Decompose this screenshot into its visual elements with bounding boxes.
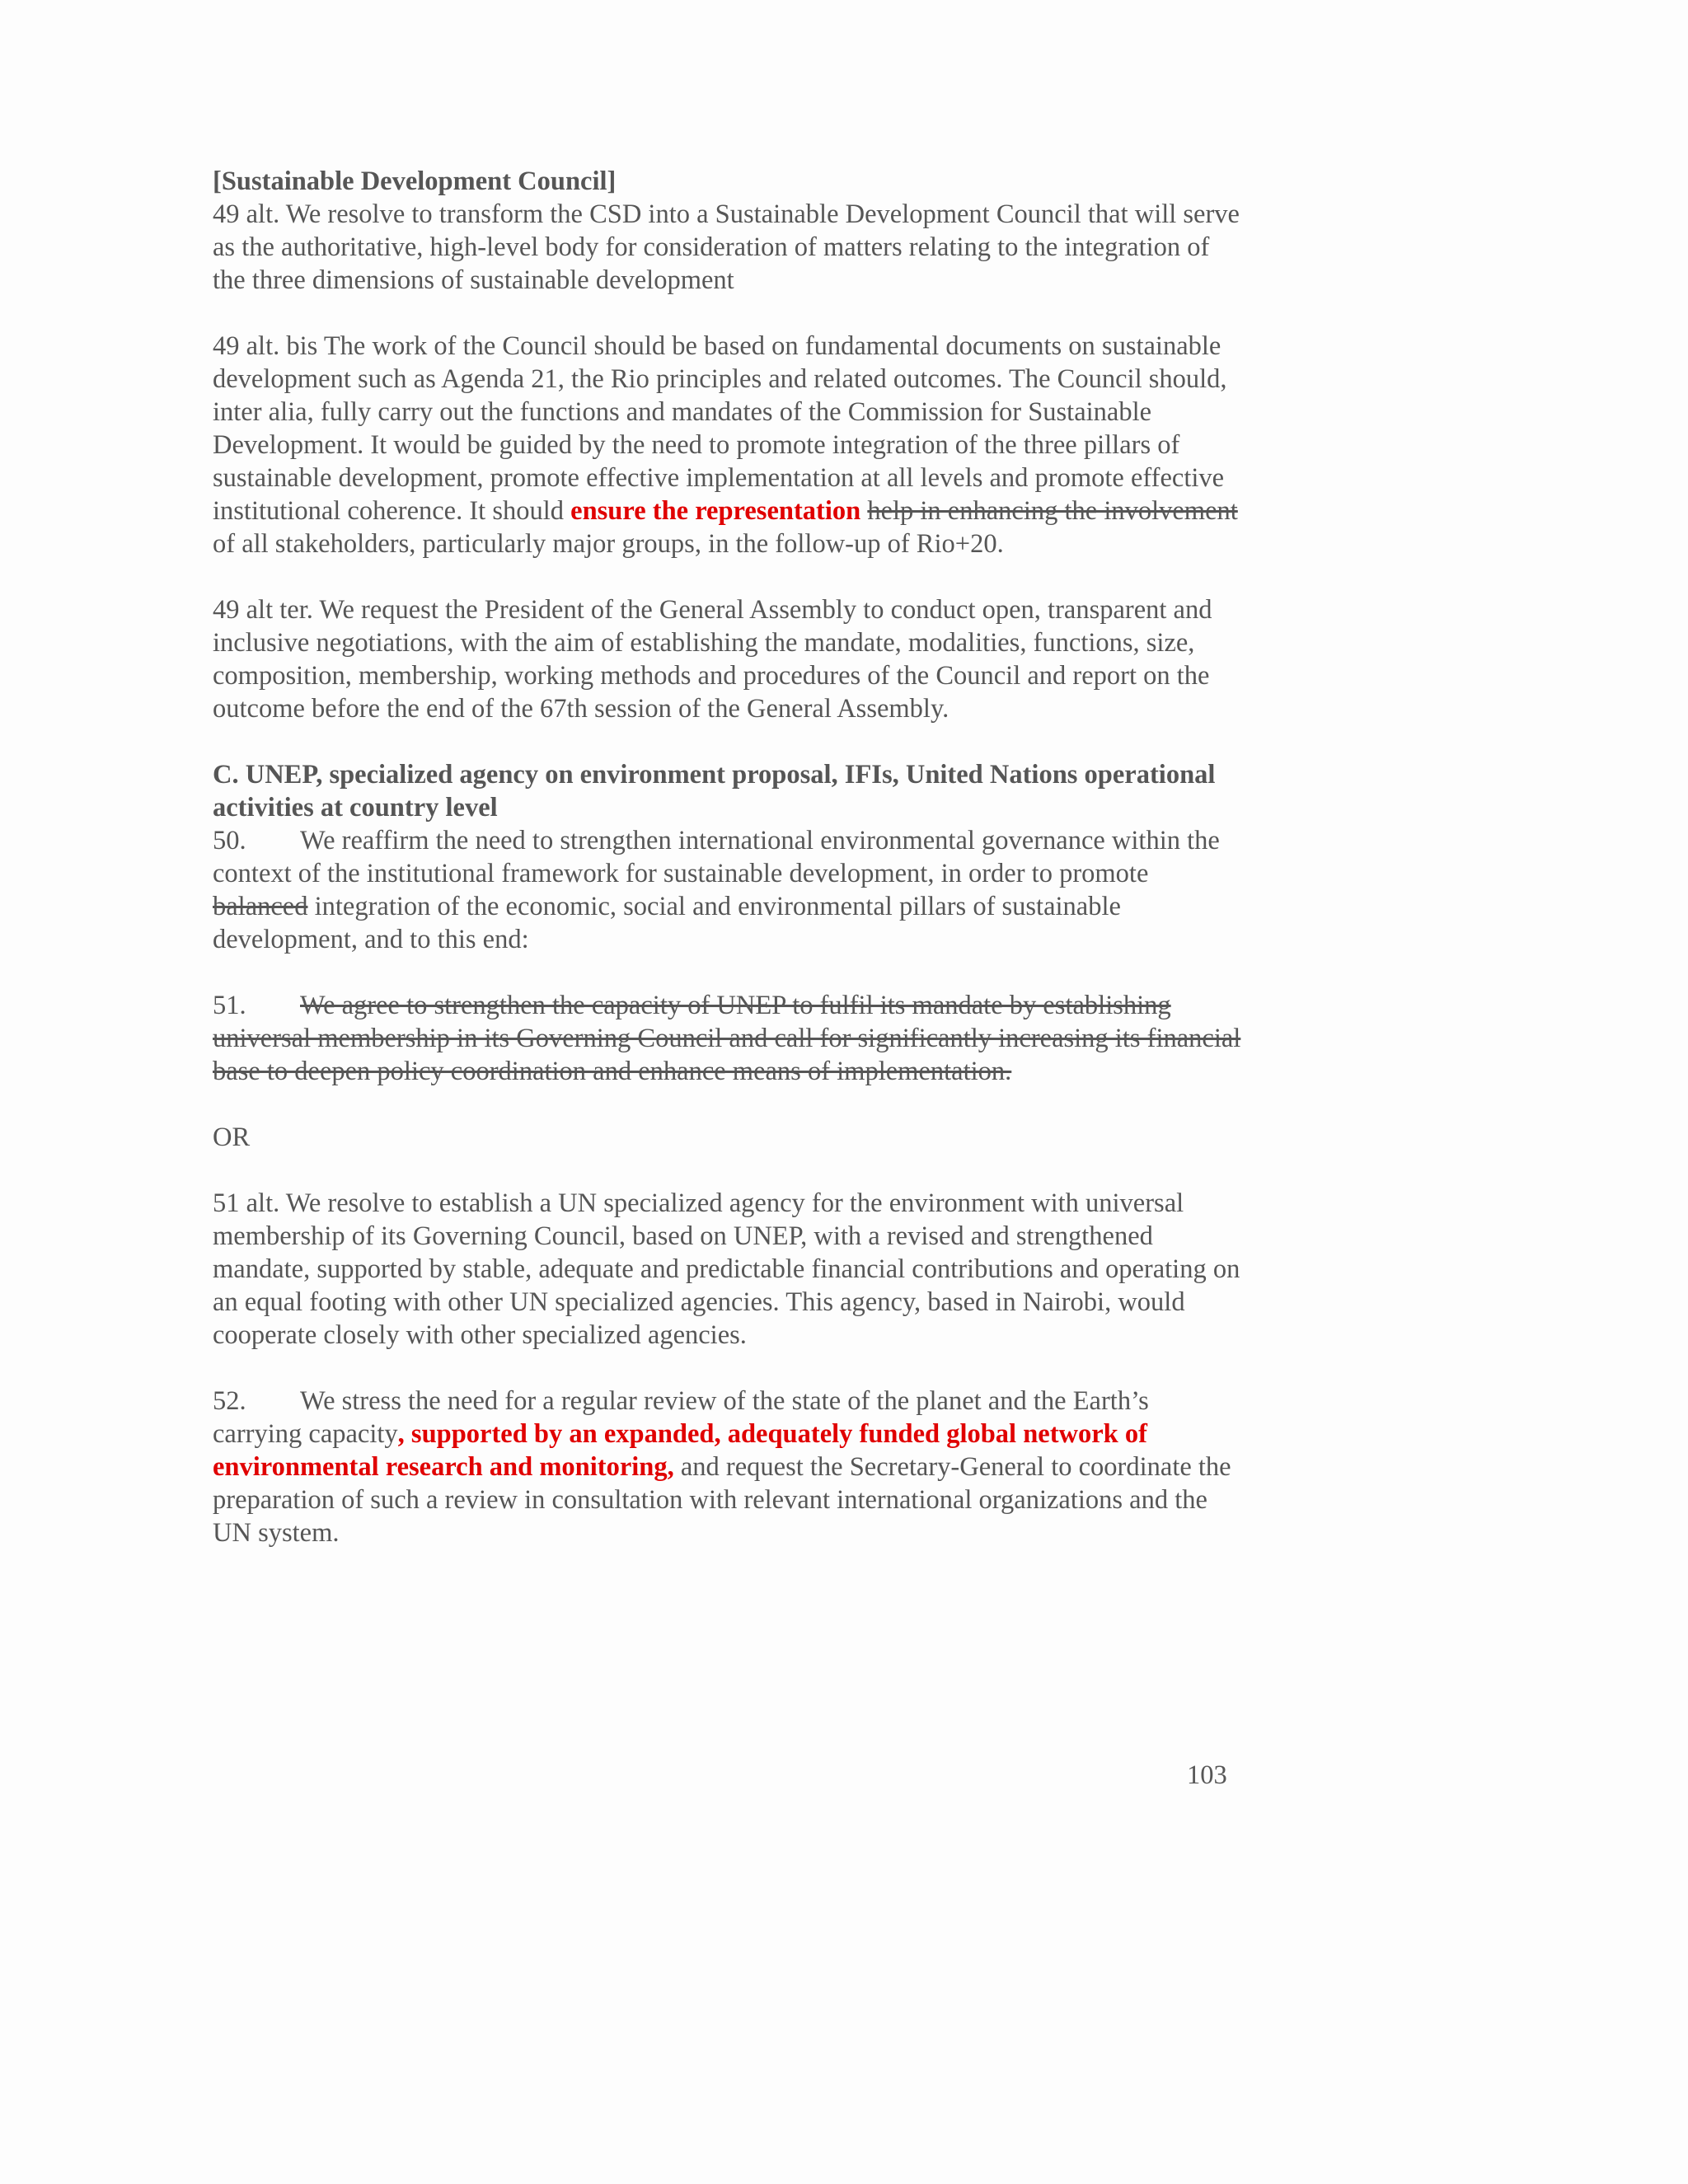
paragraph-49-alt-bis [213,330,1243,560]
paragraph-51-deleted [213,989,1243,1088]
section-title: [Sustainable Development Council] [213,166,617,196]
paragraph-49-alt-ter: 49 alt ter. We request the President of the General Assembly to conduct open, transparent and inclusive negotiations, with the aim of establishing the mandate, modalities, functions, size, composition, membership, working methods and procedures of the Council and report on the outcome before the end of the 67th session of the General Assembly. [213,595,1212,724]
paragraph-52-text: We stress the need for a regular review of the state of the planet and the Earth’s carrying capacity [213,1386,1149,1449]
paragraph-number: 52. [213,1386,246,1416]
paragraph-49-alt-bis-text-end: of all stakeholders, particularly major groups, in the follow-up of Rio+20. [213,529,1004,559]
section-c-title: C. UNEP, specialized agency on environment proposal, IFIs, United Nations operational activities at country level [213,760,1216,823]
deleted-text: balanced [213,892,308,921]
paragraph-49-alt: 49 alt. We resolve to transform the CSD into a Sustainable Development Council that will serve as the authoritative, high-level body for consideration of matters relating to the integration of the three dimensions of sustainable development [213,199,1240,295]
inserted-text: , supported by an expanded, adequately funded global network of environmental research and monitoring, [213,1419,1147,1482]
paragraph-number: 51. [213,991,246,1020]
paragraph-49-alt-bis-text: 49 alt. bis The work of the Council should be based on fundamental documents on sustainable development such as Agenda 21, the Rio principles and related outcomes. The Council should, inter alia, fully carry out the functions and mandates of the Commission for Sustainable Development. It would be guided by the need to promote integration of the three pillars of sustainable development, promote effective implementation at all levels and promote effective institutional coherence. It should [213,331,1227,526]
deleted-text: help in enhancing the involvement [867,496,1238,526]
paragraph-number: 50. [213,826,246,855]
paragraph-52 [213,1385,1243,1549]
paragraph-50-text: We reaffirm the need to strengthen international environmental governance within the context of the institutional framework for sustainable development, in order to promote [213,826,1220,888]
paragraph-50-text-end: integration of the economic, social and environmental pillars of sustainable development, and to this end: [213,892,1121,954]
paragraph-51-text: We agree to strengthen the capacity of UNEP to fulfil its mandate by establishing universal membership in its Governing Council and call for significantly increasing its financial base to deepen policy coordination and enhance means of implementation. [213,991,1241,1086]
paragraph-52-text-end: and request the Secretary-General to coordinate the preparation of such a review in consultation with relevant international organizations and the UN system. [213,1452,1231,1548]
or-separator: OR [213,1122,251,1152]
inserted-text: ensure the representation [570,496,861,526]
paragraph-51-alt: 51 alt. We resolve to establish a UN specialized agency for the environment with universal membership of its Governing Council, based on UNEP, with a revised and strengthened mandate, supported by stable, adequate and predictable financial contributions and operating on an equal footing with other UN specialized agencies. This agency, based in Nairobi, would cooperate closely with other specialized agencies. [213,1188,1240,1350]
paragraph-50 [213,824,1243,956]
document-page [213,165,1243,1582]
page-number: 103 [1187,1760,1227,1790]
